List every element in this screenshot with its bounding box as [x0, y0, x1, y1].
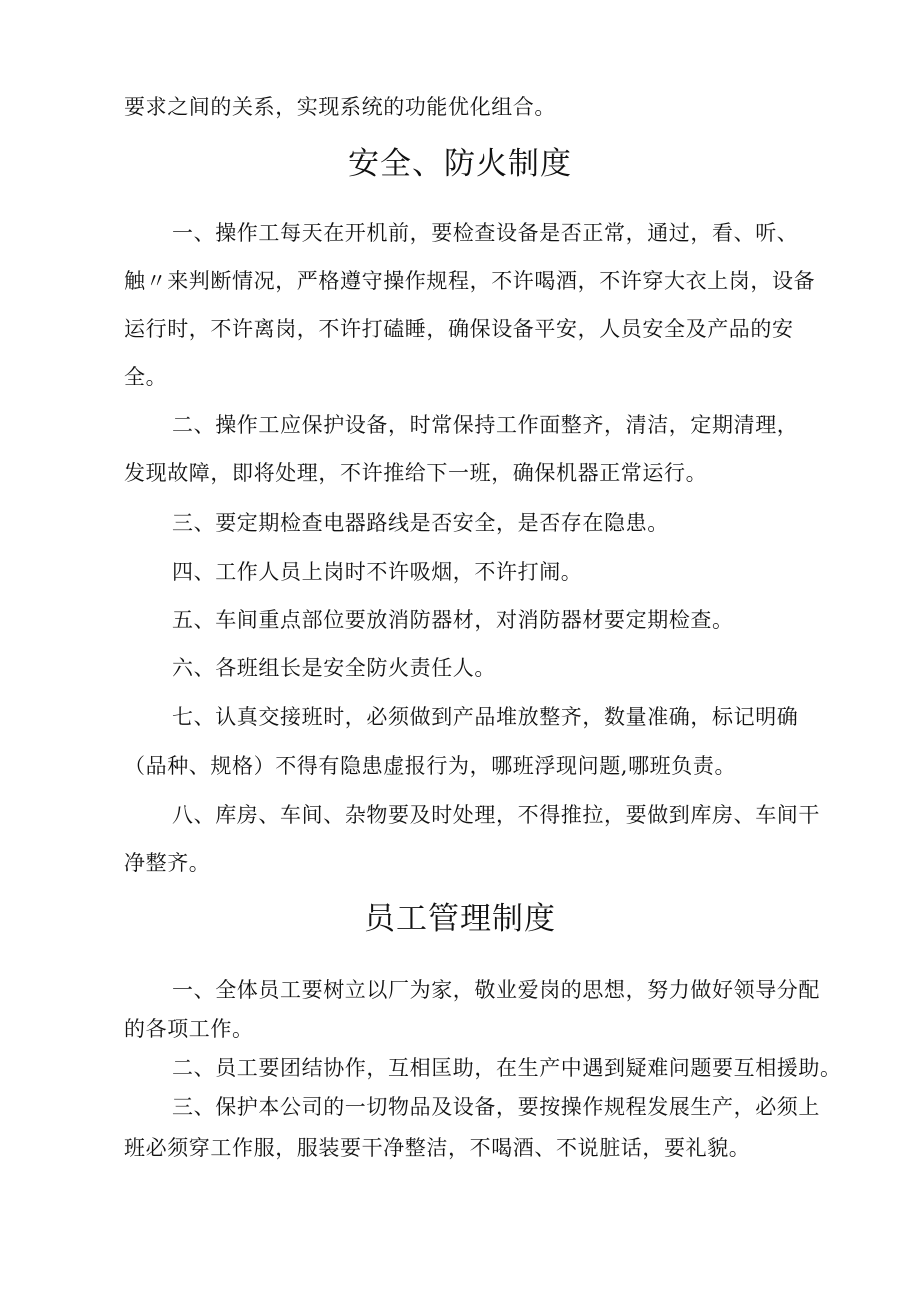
paragraph-line: （品种、规格）不得有隐患虚报行为，哪班浮现问题,哪班负责。: [124, 754, 737, 778]
paragraph-line: 二、操作工应保护设备，时常保持工作面整齐，清洁，定期清理，: [172, 413, 799, 437]
paragraph-line: 三、保护本公司的一切物品及设备，要按操作规程发展生产，必须上: [172, 1095, 820, 1119]
paragraph-line: 五、车间重点部位要放消防器材，对消防器材要定期检查。: [172, 608, 734, 632]
paragraph-line: 一、全体员工要树立以厂为家，敬业爱岗的思想，努力做好领导分配: [172, 978, 820, 1002]
section-title-safety: 安全、防火制度: [348, 146, 572, 182]
paragraph-line: 运行时，不许离岗，不许打磕睡，确保设备平安，人员安全及产品的安: [124, 317, 794, 341]
section-title-staff: 员工管理制度: [364, 901, 556, 937]
paragraph-line: 八、库房、车间、杂物要及时处理，不得推拉，要做到库房、车间干: [172, 803, 820, 827]
intro-text: 要求之间的关系，实现系统的功能优化组合。: [124, 95, 556, 119]
paragraph-line: 班必须穿工作服，服装要干净整洁，不喝酒、不说脏话，要礼貌。: [124, 1136, 751, 1160]
paragraph-line: 净整齐。: [124, 851, 211, 875]
paragraph-line: 七、认真交接班时，必须做到产品堆放整齐，数量准确，标记明确: [172, 705, 799, 729]
paragraph-line: 的各项工作。: [124, 1017, 254, 1041]
paragraph-line: 四、工作人员上岗时不许吸烟，不许打闹。: [172, 560, 583, 584]
paragraph-line: 三、要定期检查电器路线是否安全，是否存在隐患。: [172, 511, 669, 535]
paragraph-line: 二、员工要团结协作，互相匡助，在生产中遇到疑难问题要互相援助。: [172, 1056, 842, 1080]
paragraph-line: 触〃来判断情况，严格遵守操作规程，不许喝酒，不许穿大衣上岗，设备: [124, 269, 816, 293]
paragraph-line: 一、操作工每天在开机前，要检查设备是否正常，通过，看、听、: [172, 221, 799, 245]
paragraph-line: 全。: [124, 365, 168, 389]
paragraph-line: 六、各班组长是安全防火责任人。: [172, 656, 496, 680]
paragraph-line: 发现故障，即将处理，不许推给下一班，确保机器正常运行。: [124, 461, 708, 485]
